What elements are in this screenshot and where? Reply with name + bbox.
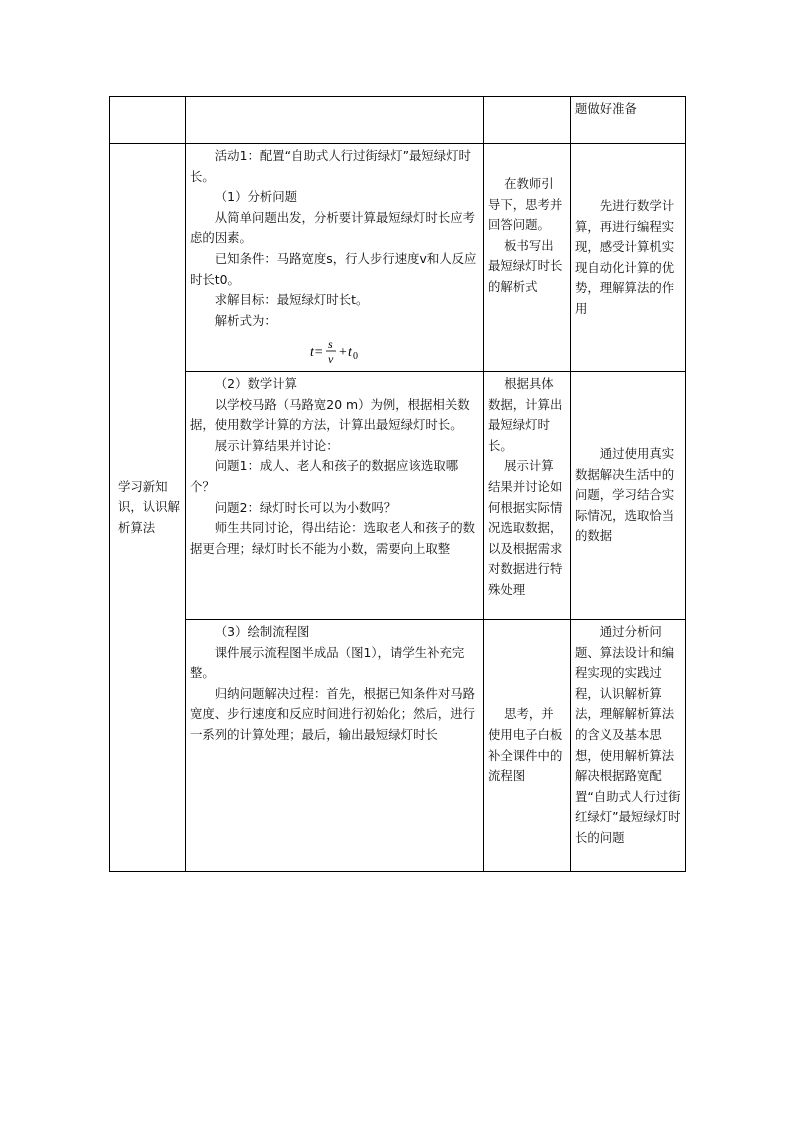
stage-label: 学习新知识，认识解析算法 <box>118 478 180 535</box>
student-activity-text: 在教师引导下，思考并回答问题。 <box>488 176 563 233</box>
student-activity-cell <box>484 372 571 620</box>
section-heading: （1）分析问题 <box>214 189 298 205</box>
student-activity-cell-empty <box>484 97 571 144</box>
formula-subscript: 0 <box>352 351 358 363</box>
paragraph: 问题2：绿灯时长可以为小数吗？ <box>214 499 397 515</box>
paragraph: 归纳问题解决过程：首先，根据已知条件对马路宽度、步行速度和反应时间进行初始化；然后，进行一系列的计算处理；最后，输出最短绿灯时长 <box>190 685 475 742</box>
design-intent-cell <box>571 144 686 372</box>
paragraph: 师生共同讨论，得出结论：选取老人和孩子的数据更合理；绿灯时长不能为小数，需要向上取整 <box>190 520 475 556</box>
student-activity-text: 根据具体数据，计算出最短绿灯时长。 <box>488 376 563 453</box>
teacher-activity-cell <box>186 144 484 372</box>
student-activity-text: 思考，并使用电子白板补全课件中的流程图 <box>488 706 563 784</box>
design-intent-text: 题做好准备 <box>575 101 637 116</box>
paragraph: 以学校马路（马路宽20 m）为例，根据相关数据，使用数学计算的方法，计算出最短绿灯时长。 <box>190 396 470 433</box>
paragraph: 从简单问题出发，分析要计算最短绿灯时长应考虑的因素。 <box>190 209 475 246</box>
student-activity-cell <box>484 144 571 372</box>
formula <box>190 331 479 367</box>
design-intent-cell <box>571 620 686 872</box>
lesson-plan-table <box>109 96 686 872</box>
activity-title: 活动1：配置“自助式人行过街绿灯”最短绿灯时长。 <box>190 148 471 184</box>
formula-svg <box>308 337 378 367</box>
paragraph: 已知条件：马路宽度s，行人步行速度v和人反应时长t0。 <box>190 250 477 287</box>
paragraph: 解析式为： <box>214 312 277 328</box>
student-activity-text: 板书写出最短绿灯时长的解析式 <box>488 237 563 294</box>
paragraph: 问题1：成人、老人和孩子的数据应该选取哪个？ <box>190 458 459 494</box>
formula-plus: + <box>338 345 347 361</box>
paragraph: 求解目标：最短绿灯时长t。 <box>214 292 369 308</box>
table-row <box>110 372 686 620</box>
design-intent-text: 通过使用真实数据解决生活中的问题，学习结合实际情况，选取恰当的数据 <box>575 446 675 544</box>
paragraph: 展示计算结果并讨论： <box>214 437 339 453</box>
stage-cell-empty <box>110 97 186 144</box>
teacher-activity-cell <box>186 372 484 620</box>
stage-cell <box>110 144 186 872</box>
design-intent-text: 先进行数学计算，再进行编程实现，感受计算机实现自动化计算的优势，理解算法的作用 <box>575 198 675 316</box>
teacher-activity-cell-empty <box>186 97 484 144</box>
student-activity-text: 展示计算结果并讨论如何根据实际情况选取数据，以及根据需求对数据进行特殊处理 <box>488 458 563 597</box>
section-heading: （2）数学计算 <box>214 376 298 391</box>
formula-denominator: v <box>327 352 333 367</box>
design-intent-cell <box>571 372 686 620</box>
design-intent-cell <box>571 97 686 144</box>
student-activity-cell <box>484 620 571 872</box>
formula-numerator: s <box>327 337 333 352</box>
formula-lhs: t= <box>309 345 323 361</box>
table-row <box>110 144 686 372</box>
teacher-activity-cell <box>186 620 484 872</box>
table-row <box>110 620 686 872</box>
paragraph: 课件展示流程图半成品（图1），请学生补充完整。 <box>190 644 465 681</box>
section-heading: （3）绘制流程图 <box>214 624 310 639</box>
formula-t: t <box>347 345 352 361</box>
design-intent-text: 通过分析问题、算法设计和编程实现的实践过程，认识解析算法，理解解析算法的含义及基本思想，使用解析算法解决根据路宽配置“自助式人行过街红绿灯”最短绿灯时长的问题 <box>575 624 681 845</box>
table-row <box>110 97 686 144</box>
